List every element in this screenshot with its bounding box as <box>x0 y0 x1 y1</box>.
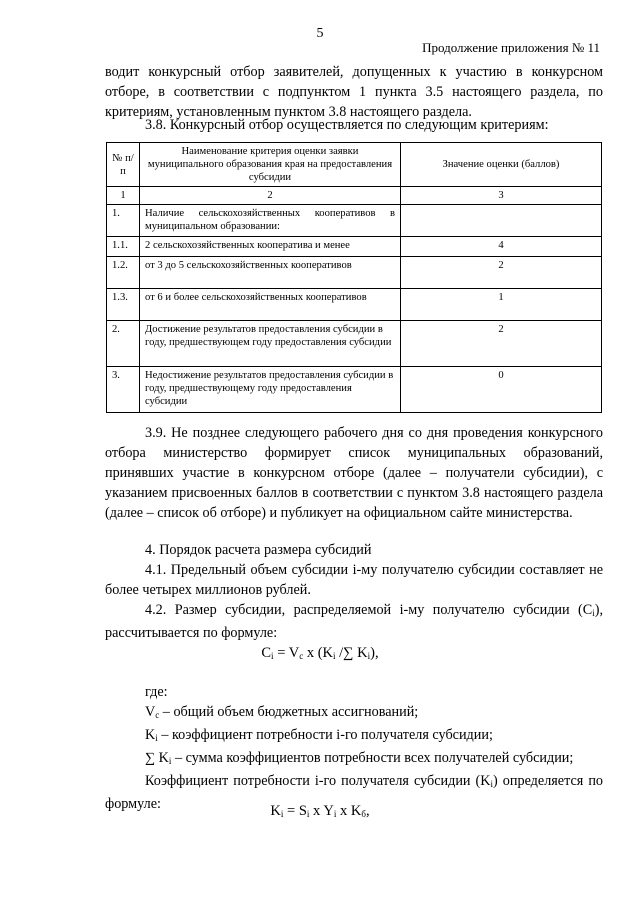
criteria-table <box>106 142 602 413</box>
table-row <box>107 205 602 237</box>
header-criterion: Наименование критерия оценки заявки муниципального образования края на предоставления субсидии <box>140 143 401 187</box>
row-number: 1.3. <box>107 289 140 321</box>
row-criterion: от 6 и более сельскохозяйственных кооперативов <box>140 289 401 321</box>
row-number: 1.1. <box>107 237 140 257</box>
continuation-label: Продолжение приложения № 11 <box>422 40 600 55</box>
col-number-1: 1 <box>107 187 140 205</box>
table-column-numbers-row <box>107 187 602 205</box>
table-row <box>107 289 602 321</box>
section-3-8-text: 3.8. Конкурсный отбор осуществляется по следующим критериям: <box>145 117 549 133</box>
table-header-row <box>107 143 602 187</box>
intro-text: водит конкурсный отбор заявителей, допущенных к участию в конкурсном отборе, в соответствии с подпунктом 1 пункта 3.5 настоящего раздела, по критериям, установленным пунктом 3.8 настоящего раздела. <box>105 64 603 120</box>
row-score <box>401 205 602 237</box>
header-score: Значение оценки (баллов) <box>401 143 602 187</box>
section-4-1-text: 4.1. Предельный объем субсидии i-му получателю субсидии составляет не более четырех миллионов рублей. <box>105 562 603 598</box>
intro-paragraph <box>105 62 603 122</box>
where-label: где: <box>145 684 168 700</box>
row-score: 1 <box>401 289 602 321</box>
definition-item: $K_i$ – коэффициент потребности i-го получателя субсидии; <box>145 727 493 743</box>
definition-item: ∑ $K_i$ – сумма коэффициентов потребности всех получателей субсидии; <box>145 750 574 766</box>
row-criterion: Достижение результатов предоставления субсидии в году, предшествующем году предоставления субсидии <box>140 321 401 367</box>
section-3-9-text: 3.9. Не позднее следующего рабочего дня со дня проведения конкурсного отбора министерство формирует список муниципальных образований, принявших участие в конкурсном отборе (далее – получатели субсидии), с указанием присвоенных баллов в соответствии с пунктом 3.8 настоящего раздела (далее – список об отборе) и публикует на официальном сайте министерства. <box>105 425 603 521</box>
row-criterion: 2 сельскохозяйственных кооператива и менее <box>140 237 401 257</box>
page-number: 5 <box>316 26 324 41</box>
section-3-9 <box>105 423 603 523</box>
table-row <box>107 237 602 257</box>
section-4-2-text: 4.2. Размер субсидии, распределяемой i-му получателю субсидии $(C_i)$, рассчитывается по формуле: <box>105 602 603 641</box>
header-number: № п/п <box>107 143 140 187</box>
row-criterion: Недостижение результатов предоставления субсидии в году, предшествующему году предоставления субсидии <box>140 367 401 413</box>
row-number: 1. <box>107 205 140 237</box>
formula-subsidy: $C_i = V_c$ x ($K_i$ /∑ $K_i$), <box>261 645 379 661</box>
row-number: 1.2. <box>107 257 140 289</box>
definitions-block <box>105 682 603 814</box>
section-3-8 <box>105 115 603 135</box>
row-score: 2 <box>401 321 602 367</box>
formula-coefficient: $K_i = S_i$ x $Y_i$ x $K_б$, <box>270 803 370 819</box>
col-number-3: 3 <box>401 187 602 205</box>
row-score: 2 <box>401 257 602 289</box>
row-number: 3. <box>107 367 140 413</box>
table-row <box>107 367 602 413</box>
row-score: 0 <box>401 367 602 413</box>
col-number-2: 2 <box>140 187 401 205</box>
definition-item: $V_c$ – общий объем бюджетных ассигнований; <box>145 704 419 720</box>
table-row <box>107 321 602 367</box>
row-criterion: от 3 до 5 сельскохозяйственных кооперативов <box>140 257 401 289</box>
row-number: 2. <box>107 321 140 367</box>
coef-paragraph: Коэффициент потребности i-го получателя субсидии $(K_i)$ определяется по формуле: <box>105 773 604 812</box>
section-4-title: 4. Порядок расчета размера субсидий <box>145 542 372 558</box>
section-4 <box>105 540 603 643</box>
row-criterion: Наличие сельскохозяйственных кооперативов в муниципальном образовании: <box>140 205 401 237</box>
row-score: 4 <box>401 237 602 257</box>
table-row <box>107 257 602 289</box>
